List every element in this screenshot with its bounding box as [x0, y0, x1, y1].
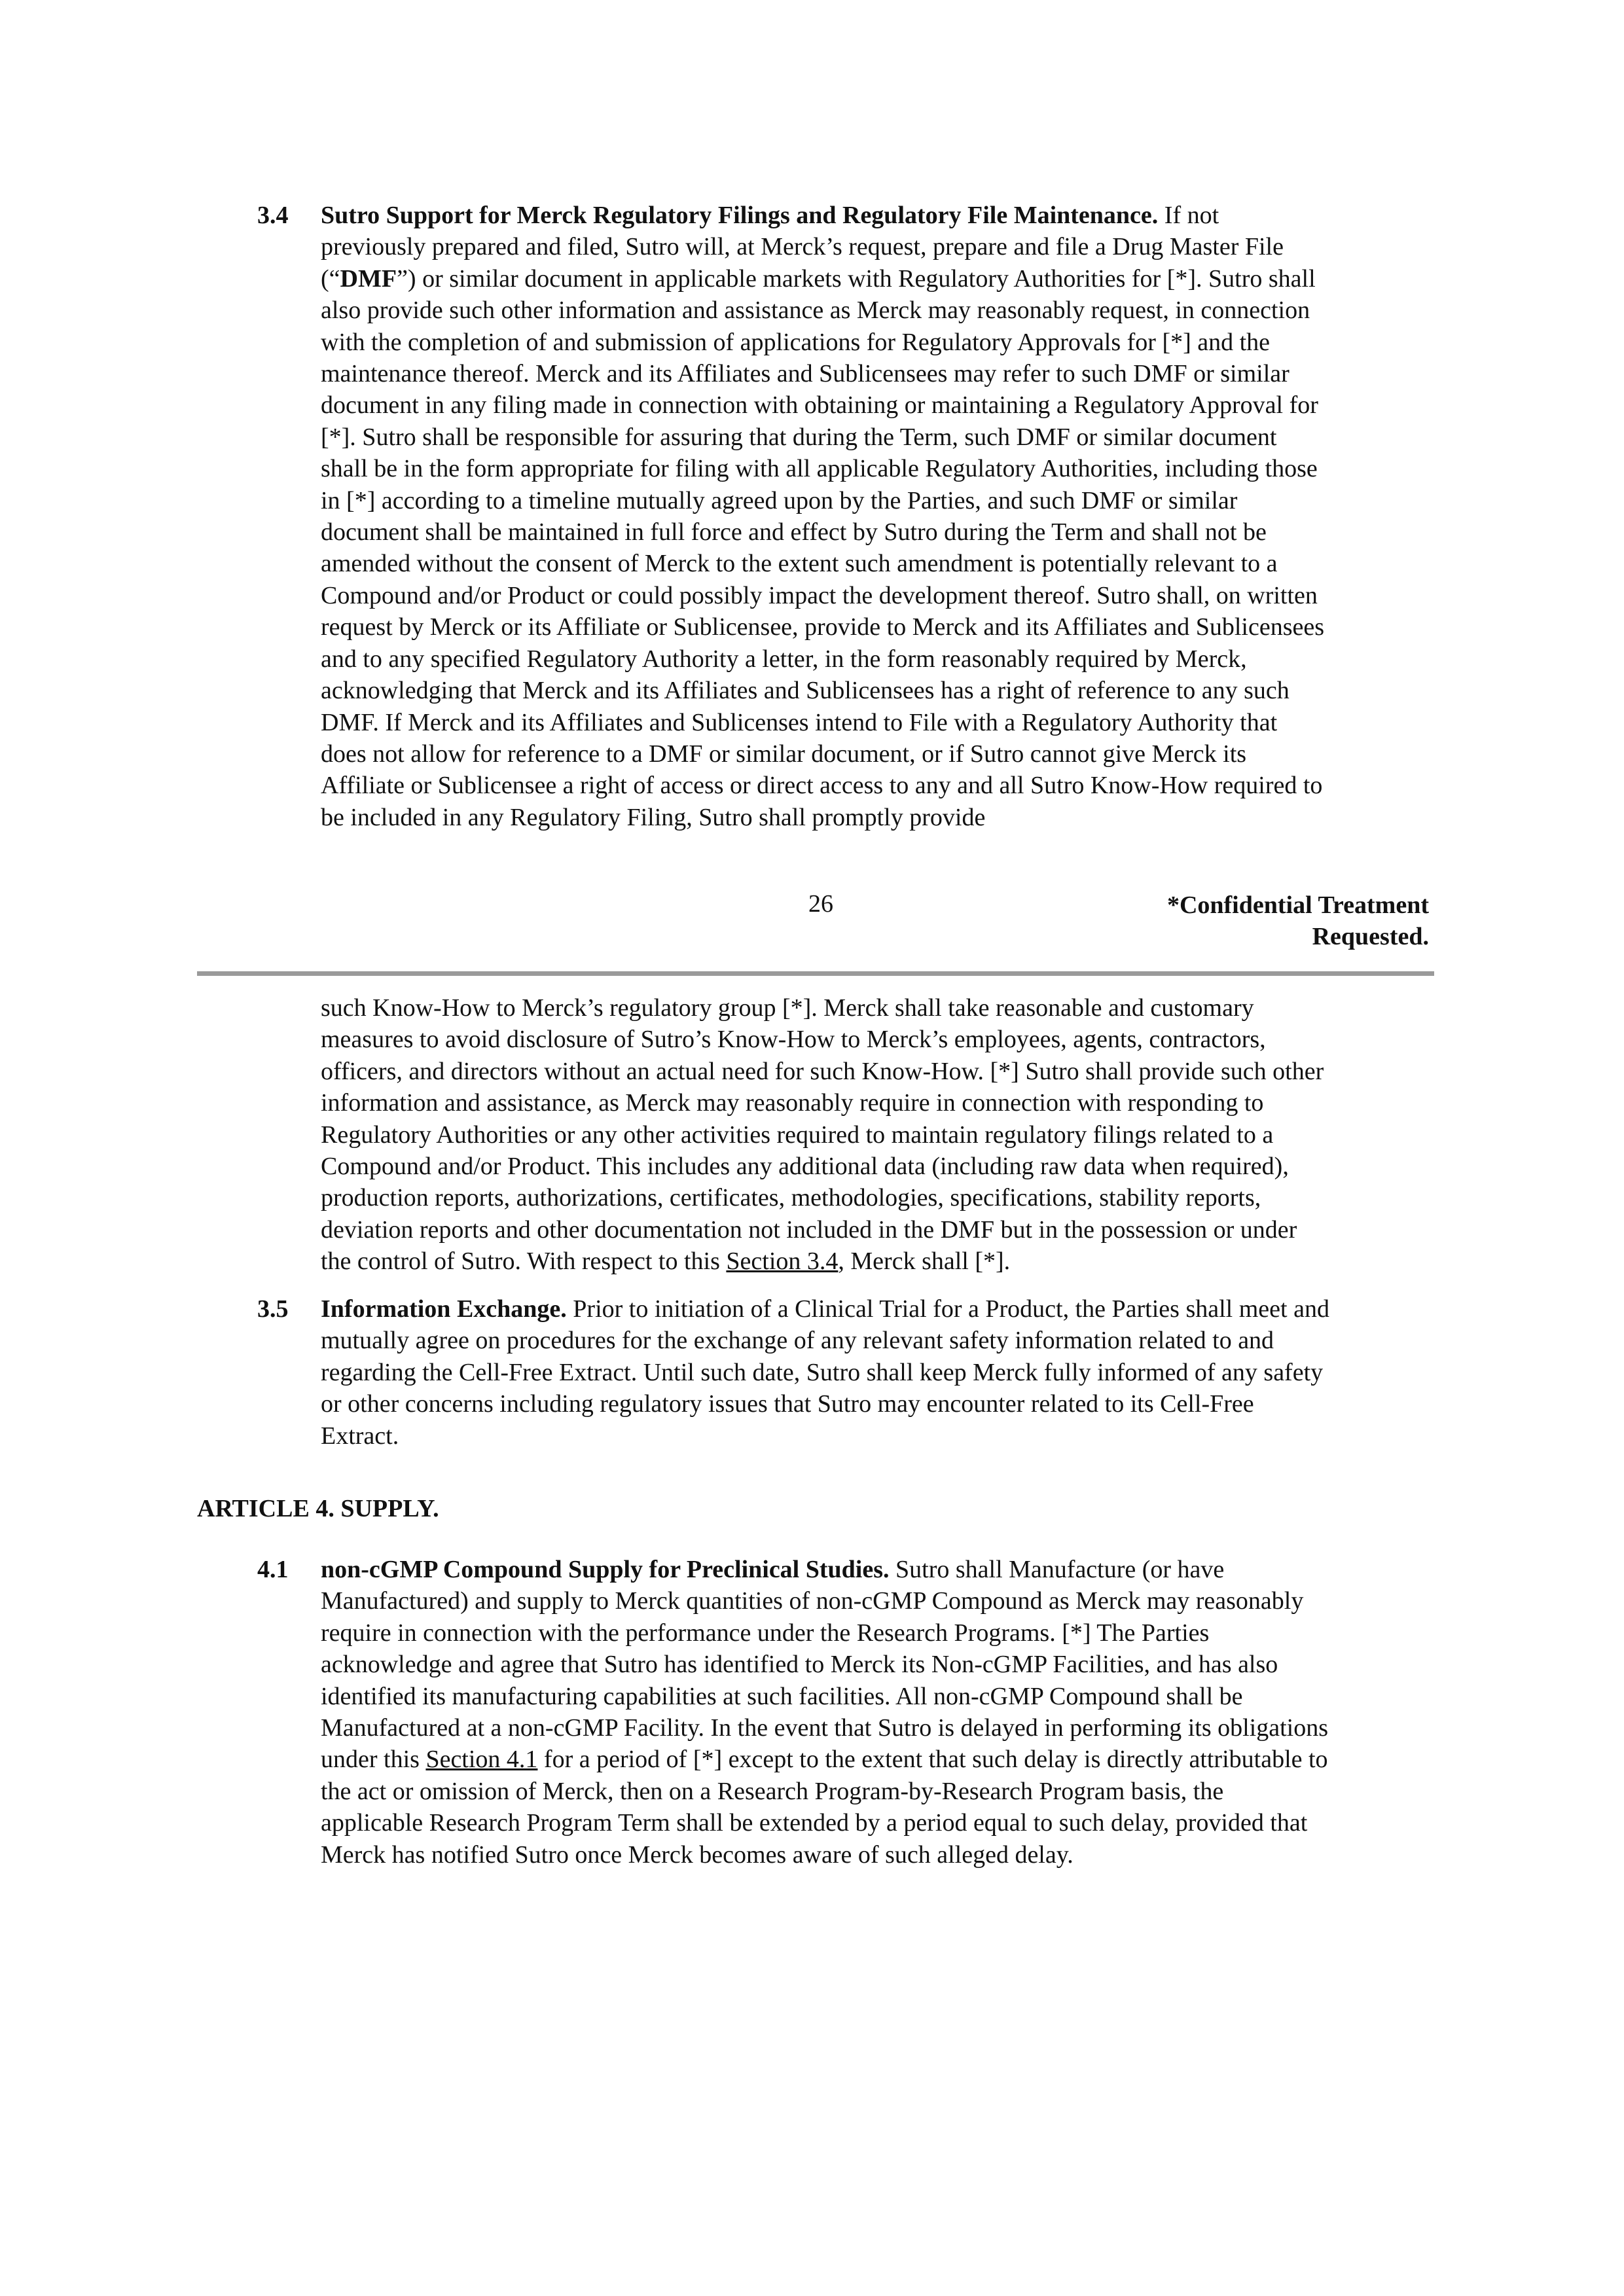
paragraph-line: with the completion of and submission of applications for Regulatory Approvals for [*] and the [321, 328, 1271, 356]
paragraph-line: regarding the Cell-Free Extract. Until such date, Sutro shall keep Merck fully informed of any safety [321, 1358, 1324, 1386]
paragraph-line: Manufactured) and supply to Merck quantities of non-cGMP Compound as Merck may reasonably [321, 1587, 1304, 1615]
paragraph-line: does not allow for reference to a DMF or similar document, or if Sutro cannot give Merck its [321, 740, 1247, 768]
paragraph-line: mutually agree on procedures for the exchange of any relevant safety information related to and [321, 1327, 1274, 1355]
paragraph-line: (“DMF”) or similar document in applicable markets with Regulatory Authorities for [*]. Sutro shall [321, 264, 1316, 293]
paragraph-line: amended without the consent of Merck to the extent such amendment is potentially relevant to a [321, 550, 1278, 578]
paragraph-line: Extract. [321, 1422, 399, 1450]
paragraph-line: previously prepared and filed, Sutro will, at Merck’s request, prepare and file a Drug Master File [321, 233, 1284, 261]
paragraph-line: or other concerns including regulatory issues that Sutro may encounter related to its Cell-Free [321, 1390, 1254, 1418]
section-heading: non-cGMP Compound Supply for Preclinical Studies. [321, 1556, 890, 1583]
paragraph-line: also provide such other information and assistance as Merck may reasonably request, in connection [321, 296, 1310, 325]
section-4-1-link[interactable]: Section 4.1 [425, 1746, 538, 1774]
paragraph-line: identified its manufacturing capabilities at such facilities. All non-cGMP Compound shall be [321, 1682, 1243, 1710]
paragraph-line: under this Section 4.1 for a period of [*] except to the extent that such delay is directly attributable to [321, 1746, 1328, 1774]
paragraph-line [321, 1293, 1434, 1325]
paragraph-line: production reports, authorizations, certificates, methodologies, specifications, stability reports, [321, 1184, 1261, 1212]
section-body [321, 200, 1434, 833]
heading-trailing-text: Sutro shall Manufacture (or have [889, 1556, 1225, 1583]
paragraph-line: be included in any Regulatory Filing, Sutro shall promptly provide [321, 803, 986, 831]
paragraph-line: measures to avoid disclosure of Sutro’s Know-How to Merck’s employees, agents, contractors, [321, 1026, 1266, 1054]
paragraph-line: in [*] according to a timeline mutually agreed upon by the Parties, and such DMF or similar [321, 486, 1238, 514]
section-3-4-continuation [321, 992, 1434, 1278]
heading-trailing-text: Prior to initiation of a Clinical Trial for a Product, the Parties shall meet and [566, 1295, 1329, 1323]
paragraph-line: the act or omission of Merck, then on a Research Program-by-Research Program basis, the [321, 1777, 1224, 1805]
article-heading: ARTICLE 4. SUPPLY. [197, 1495, 439, 1522]
paragraph-line: information and assistance, as Merck may reasonably require in connection with responding to [321, 1089, 1264, 1117]
paragraph-line: Merck has notified Sutro once Merck becomes aware of such alleged delay. [321, 1840, 1074, 1869]
section-number: 3.4 [257, 202, 289, 229]
paragraph-line: request by Merck or its Affiliate or Sublicensee, provide to Merck and its Affiliates and Sublicensees [321, 613, 1325, 641]
confidential-treatment-notice: *Confidential Treatment Requested. [1166, 891, 1429, 950]
paragraph-line: Compound and/or Product or could possibly impact the development thereof. Sutro shall, on written [321, 581, 1318, 609]
page-break-divider [197, 971, 1434, 976]
section-3-4-link[interactable]: Section 3.4 [726, 1247, 839, 1276]
paragraph-line: Affiliate or Sublicensee a right of access or direct access to any and all Sutro Know-How required to [321, 772, 1323, 800]
paragraph-line: officers, and directors without an actual need for such Know-How. [*] Sutro shall provide such other [321, 1057, 1324, 1085]
paragraph-line: deviation reports and other documentation not included in the DMF but in the possession or under [321, 1215, 1297, 1244]
section-heading: Sutro Support for Merck Regulatory Filings and Regulatory File Maintenance. [321, 202, 1159, 229]
paragraph-line: [*]. Sutro shall be responsible for assuring that during the Term, such DMF or similar document [321, 423, 1277, 451]
defined-term: DMF [340, 264, 397, 293]
section-heading: Information Exchange. [321, 1295, 567, 1323]
paragraph-line: applicable Research Program Term shall be extended by a period equal to such delay, provided that [321, 1809, 1308, 1837]
paragraph-line: require in connection with the performance under the Research Programs. [*] The Parties [321, 1619, 1210, 1647]
paragraph-line: shall be in the form appropriate for filing with all applicable Regulatory Authorities, including those [321, 455, 1318, 483]
heading-trailing-text: If not [1158, 202, 1219, 229]
paragraph-line: such Know-How to Merck’s regulatory group [*]. Merck shall take reasonable and customary [321, 994, 1254, 1022]
paragraph-line [321, 1554, 1434, 1585]
paragraph-line: acknowledging that Merck and its Affiliates and Sublicensees has a right of reference to any such [321, 677, 1290, 705]
section-body [321, 1293, 1434, 1452]
paragraph-line: document shall be maintained in full force and effect by Sutro during the Term and shall not be [321, 518, 1267, 547]
paragraph-line: Regulatory Authorities or any other activities required to maintain regulatory filings related to a [321, 1121, 1274, 1149]
paragraph-line: acknowledge and agree that Sutro has identified to Merck its Non-cGMP Facilities, and has also [321, 1651, 1278, 1679]
paragraph-line: Manufactured at a non-cGMP Facility. In the event that Sutro is delayed in performing its obligations [321, 1714, 1328, 1742]
paragraph-line: document in any filing made in connection with obtaining or maintaining a Regulatory Approval for [321, 391, 1318, 420]
section-number: 4.1 [257, 1556, 289, 1583]
paragraph-line: DMF. If Merck and its Affiliates and Sublicenses intend to File with a Regulatory Authority that [321, 708, 1278, 736]
paragraph-line: the control of Sutro. With respect to this Section 3.4, Merck shall [*]. [321, 1247, 1011, 1276]
section-number: 3.5 [257, 1295, 289, 1323]
paragraph-line: Compound and/or Product. This includes any additional data (including raw data when required), [321, 1153, 1289, 1181]
paragraph-line [321, 200, 1434, 231]
paragraph-line: and to any specified Regulatory Authority a letter, in the form reasonably required by Merck, [321, 645, 1247, 673]
paragraph-line: maintenance thereof. Merck and its Affiliates and Sublicensees may refer to such DMF or similar [321, 360, 1290, 388]
page-number: 26 [808, 890, 833, 918]
section-body [321, 1554, 1434, 1871]
